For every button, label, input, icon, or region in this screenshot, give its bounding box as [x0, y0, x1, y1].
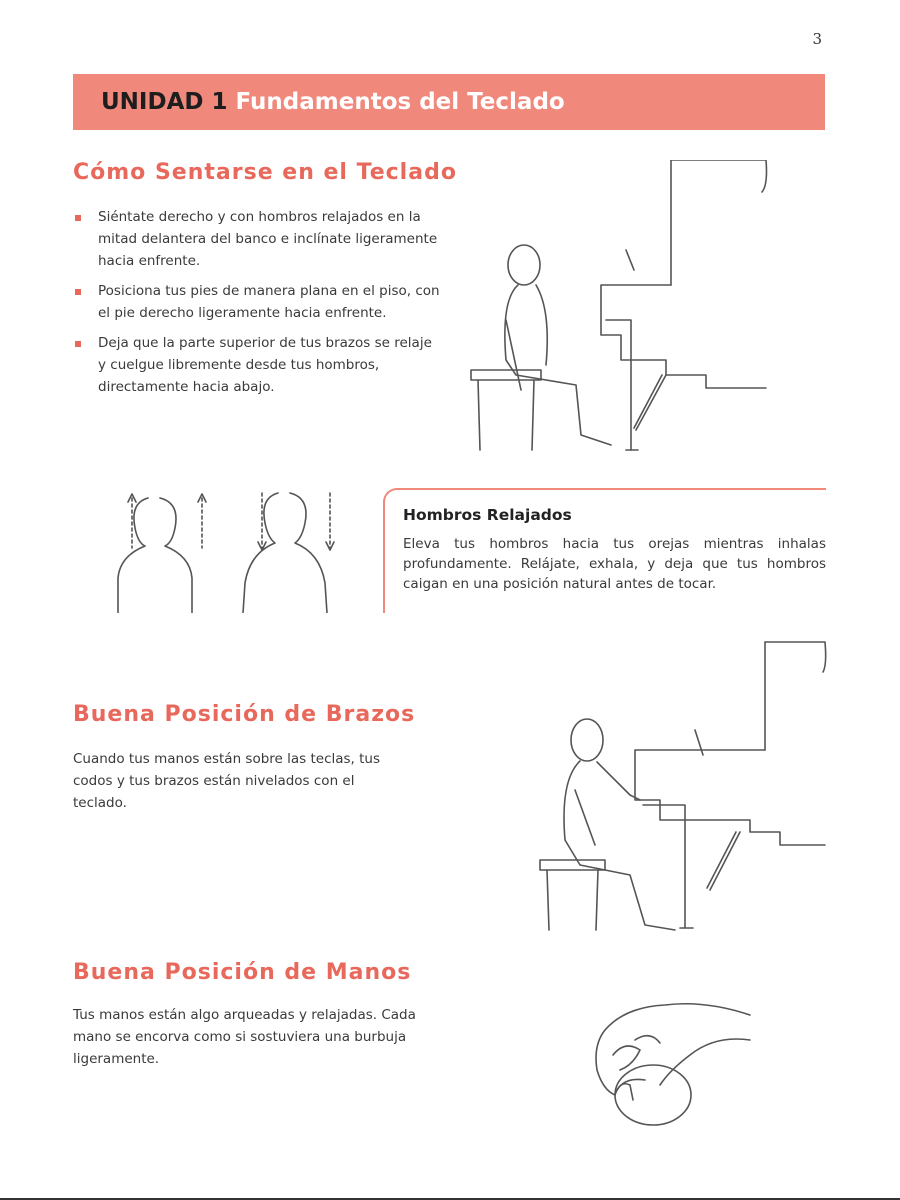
- unit-title: Fundamentos del Teclado: [235, 89, 565, 115]
- hand-position-illustration: [585, 995, 755, 1130]
- shoulders-title: Hombros Relajados: [403, 506, 572, 524]
- list-item: Siéntate derecho y con hombros relajados en la mitad delantera del banco e inclínate ligeramente hacia enfrente.: [73, 206, 443, 272]
- hands-text: Tus manos están algo arqueadas y relajadas. Cada mano se encorva como si sostuviera una burbuja ligeramente.: [73, 1007, 416, 1067]
- unit-banner: [73, 74, 825, 130]
- list-item: Posiciona tus pies de manera plana en el piso, con el pie derecho ligeramente hacia enfrente.: [73, 280, 443, 324]
- sitting-heading: Cómo Sentarse en el Teclado: [73, 160, 457, 185]
- arms-text: Cuando tus manos están sobre las teclas, tus codos y tus brazos están nivelados con el teclado.: [73, 751, 381, 811]
- sitting-bullet-list: [73, 206, 443, 406]
- shoulders-info-box: [383, 488, 826, 613]
- hands-heading: Buena Posición de Manos: [73, 960, 412, 985]
- list-item: Deja que la parte superior de tus brazos se relaje y cuelgue libremente desde tus hombros, directamente hacia abajo.: [73, 332, 443, 398]
- piano-arms-illustration: [535, 640, 830, 935]
- arms-heading: Buena Posición de Brazos: [73, 702, 416, 727]
- unit-label: UNIDAD 1: [101, 89, 228, 115]
- page-number: 3: [812, 30, 822, 48]
- shoulders-text: Eleva tus hombros hacia tus orejas mientras inhalas profundamente. Relájate, exhala, y deja que tus hombros caigan en una posición natural antes de tocar.: [403, 536, 826, 592]
- piano-seated-illustration: [466, 160, 831, 460]
- shoulders-illustration: [110, 488, 340, 613]
